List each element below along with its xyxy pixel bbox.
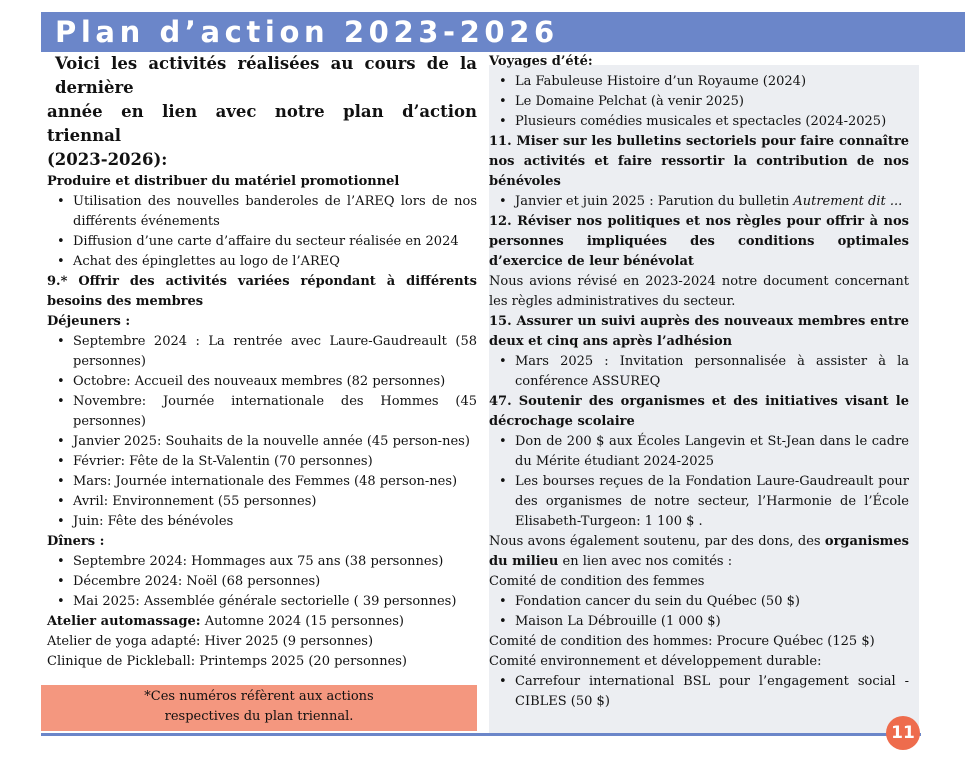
intro-line: année en lien avec notre plan d’action triennal — [47, 102, 477, 145]
footnote-box — [41, 685, 477, 731]
hommes-committee: Comité de condition des hommes: Procure Québec (125 $) — [489, 634, 875, 649]
left-column — [47, 52, 477, 672]
support-text-end: en lien avec nos comités : — [558, 554, 733, 569]
section-47-list — [489, 432, 909, 532]
list-item: • Mai 2025: Assemblée générale sectorielle ( 39 personnes) — [47, 592, 477, 612]
intro-line: (2023-2026): — [47, 150, 168, 169]
list-item: • Octobre: Accueil des nouveaux membres (82 personnes) — [47, 372, 477, 392]
diners-list — [47, 552, 477, 612]
title-banner — [41, 12, 965, 52]
support-paragraph — [489, 532, 909, 572]
footnote-line: *Ces numéros réfèrent aux actions — [144, 689, 374, 704]
list-item: • Juin: Fête des bénévoles — [47, 512, 477, 532]
section-11-heading: 11. Miser sur les bulletins sectoriels pour faire connaître nos activités et faire ressortir la contribution de nos bénévoles — [489, 134, 909, 189]
section-11-list — [489, 192, 909, 212]
section-12-heading: 12. Réviser nos politiques et nos règles pour offrir à nos personnes impliquées des conditions optimales d’exercice de leur bénévolat — [489, 214, 909, 269]
promo-heading: Produire et distribuer du matériel promotionnel — [47, 174, 400, 189]
list-item: • Maison La Débrouille (1 000 $) — [489, 612, 909, 632]
femmes-committee-label: Comité de condition des femmes — [489, 574, 705, 589]
support-bold: organismes du milieu — [489, 534, 909, 569]
femmes-list — [489, 592, 909, 632]
voyages-list — [489, 72, 909, 132]
environnement-list — [489, 672, 909, 712]
list-item: • Achat des épinglettes au logo de l’AREQ — [47, 252, 477, 272]
list-item — [489, 192, 909, 212]
list-item: • Carrefour international BSL pour l’engagement social - CIBLES (50 $) — [489, 672, 909, 712]
section-9-heading: 9.* Offrir des activités variées répondant à différents besoins des membres — [47, 274, 477, 309]
list-item: • Mars: Journée internationale des Femmes (48 person-nes) — [47, 472, 477, 492]
list-item: • La Fabuleuse Histoire d’un Royaume (2024) — [489, 72, 909, 92]
support-text: Nous avons également soutenu, par des dons, des — [489, 534, 825, 549]
footnote-line: respectives du plan triennal. — [164, 709, 354, 724]
section-15-list — [489, 352, 909, 392]
atelier-automassage — [47, 612, 477, 632]
section-15-heading: 15. Assurer un suivi auprès des nouveaux membres entre deux et cinq ans après l’adhésion — [489, 314, 909, 349]
atelier-yoga: Atelier de yoga adapté: Hiver 2025 (9 personnes) — [47, 634, 374, 649]
list-item: • Don de 200 $ aux Écoles Langevin et St-Jean dans le cadre du Mérite étudiant 2024-2025 — [489, 432, 909, 472]
page-title: Plan d’action 2023-2026 — [55, 15, 559, 49]
right-column — [489, 52, 909, 712]
intro-paragraph — [47, 52, 477, 172]
diners-label: Dîners : — [47, 534, 105, 549]
atelier-automassage-label: Atelier automassage: — [47, 614, 201, 629]
dejeuners-label: Déjeuners : — [47, 314, 131, 329]
atelier-automassage-text: Automne 2024 (15 personnes) — [200, 614, 404, 629]
list-item: • Plusieurs comédies musicales et spectacles (2024-2025) — [489, 112, 909, 132]
promo-list — [47, 192, 477, 272]
list-item: • Février: Fête de la St-Valentin (70 personnes) — [47, 452, 477, 472]
list-item: • Les bourses reçues de la Fondation Laure-Gaudreault pour des organismes de notre secteur, l’Harmonie de l’École Elisabeth-Turgeon: 1 100 $ . — [489, 472, 909, 532]
section-47-heading: 47. Soutenir des organismes et des initiatives visant le décrochage scolaire — [489, 394, 909, 429]
list-item: • Septembre 2024: Hommages aux 75 ans (38 personnes) — [47, 552, 477, 572]
list-item: • Novembre: Journée internationale des Hommes (45 personnes) — [47, 392, 477, 432]
list-item: • Le Domaine Pelchat (à venir 2025) — [489, 92, 909, 112]
intro-line: Voici les activités réalisées au cours de la dernière — [55, 54, 477, 97]
list-item: • Décembre 2024: Noël (68 personnes) — [47, 572, 477, 592]
list-item: • Utilisation des nouvelles banderoles de l’AREQ lors de nos différents événements — [47, 192, 477, 232]
page-number-badge: 11 — [886, 716, 920, 750]
bulletin-title: Autrement dit ... — [793, 194, 903, 209]
list-item: • Janvier 2025: Souhaits de la nouvelle année (45 person-nes) — [47, 432, 477, 452]
list-item: • Mars 2025 : Invitation personnalisée à assister à la conférence ASSUREQ — [489, 352, 909, 392]
list-item: • Avril: Environnement (55 personnes) — [47, 492, 477, 512]
dejeuners-list — [47, 332, 477, 532]
environnement-committee-label: Comité environnement et développement durable: — [489, 654, 822, 669]
voyages-label: Voyages d’été: — [489, 54, 593, 69]
bulletin-text: Janvier et juin 2025 : Parution du bulletin — [515, 194, 794, 209]
list-item: • Fondation cancer du sein du Québec (50 $) — [489, 592, 909, 612]
list-item: • Diffusion d’une carte d’affaire du secteur réalisée en 2024 — [47, 232, 477, 252]
bottom-rule — [41, 733, 921, 736]
clinique-pickleball: Clinique de Pickleball: Printemps 2025 (20 personnes) — [47, 654, 408, 669]
list-item: • Septembre 2024 : La rentrée avec Laure-Gaudreault (58 personnes) — [47, 332, 477, 372]
section-12-text: Nous avions révisé en 2023-2024 notre document concernant les règles administratives du secteur. — [489, 274, 909, 309]
